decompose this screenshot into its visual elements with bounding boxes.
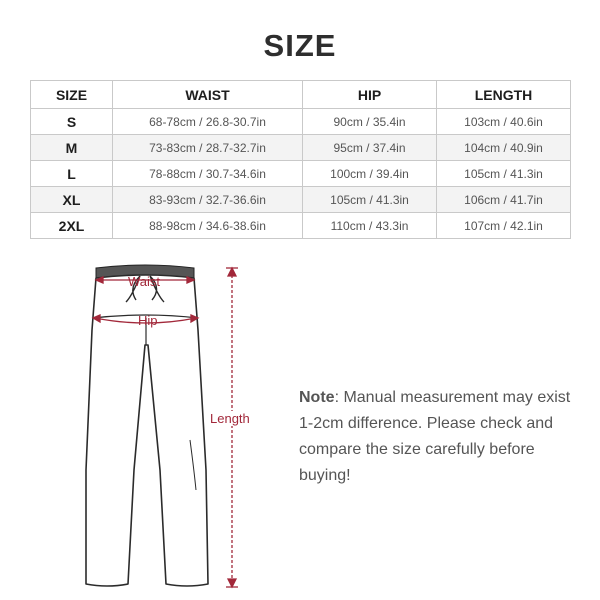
waist-cell: 73-83cm / 28.7-32.7in xyxy=(113,135,303,161)
waist-cell: 78-88cm / 30.7-34.6in xyxy=(113,161,303,187)
page-title: SIZE xyxy=(263,28,337,63)
header-size: SIZE xyxy=(31,81,113,109)
hip-cell: 110cm / 43.3in xyxy=(303,213,437,239)
hip-cell: 105cm / 41.3in xyxy=(303,187,437,213)
size-cell: 2XL xyxy=(31,213,113,239)
size-cell: M xyxy=(31,135,113,161)
hip-cell: 95cm / 37.4in xyxy=(303,135,437,161)
length-cell: 104cm / 40.9in xyxy=(437,135,571,161)
size-cell: L xyxy=(31,161,113,187)
hip-label: Hip xyxy=(138,313,158,328)
waist-cell: 83-93cm / 32.7-36.6in xyxy=(113,187,303,213)
size-cell: XL xyxy=(31,187,113,213)
size-cell: S xyxy=(31,109,113,135)
header-hip: HIP xyxy=(303,81,437,109)
waist-cell: 68-78cm / 26.8-30.7in xyxy=(113,109,303,135)
header-length: LENGTH xyxy=(437,81,571,109)
length-cell: 106cm / 41.7in xyxy=(437,187,571,213)
waist-cell: 88-98cm / 34.6-38.6in xyxy=(113,213,303,239)
length-cell: 103cm / 40.6in xyxy=(437,109,571,135)
measurement-note xyxy=(299,385,574,489)
hip-cell: 90cm / 35.4in xyxy=(303,109,437,135)
hip-cell: 100cm / 39.4in xyxy=(303,161,437,187)
header-waist: WAIST xyxy=(113,81,303,109)
length-label: Length xyxy=(210,411,250,426)
length-arrow xyxy=(226,268,238,587)
length-cell: 105cm / 41.3in xyxy=(437,161,571,187)
waist-label: Waist xyxy=(128,274,161,289)
length-cell: 107cm / 42.1in xyxy=(437,213,571,239)
note-label: Note xyxy=(299,389,335,406)
note-text: : Manual measurement may exist 1-2cm difference. Please check and compare the size carefully before buying! xyxy=(299,389,571,484)
